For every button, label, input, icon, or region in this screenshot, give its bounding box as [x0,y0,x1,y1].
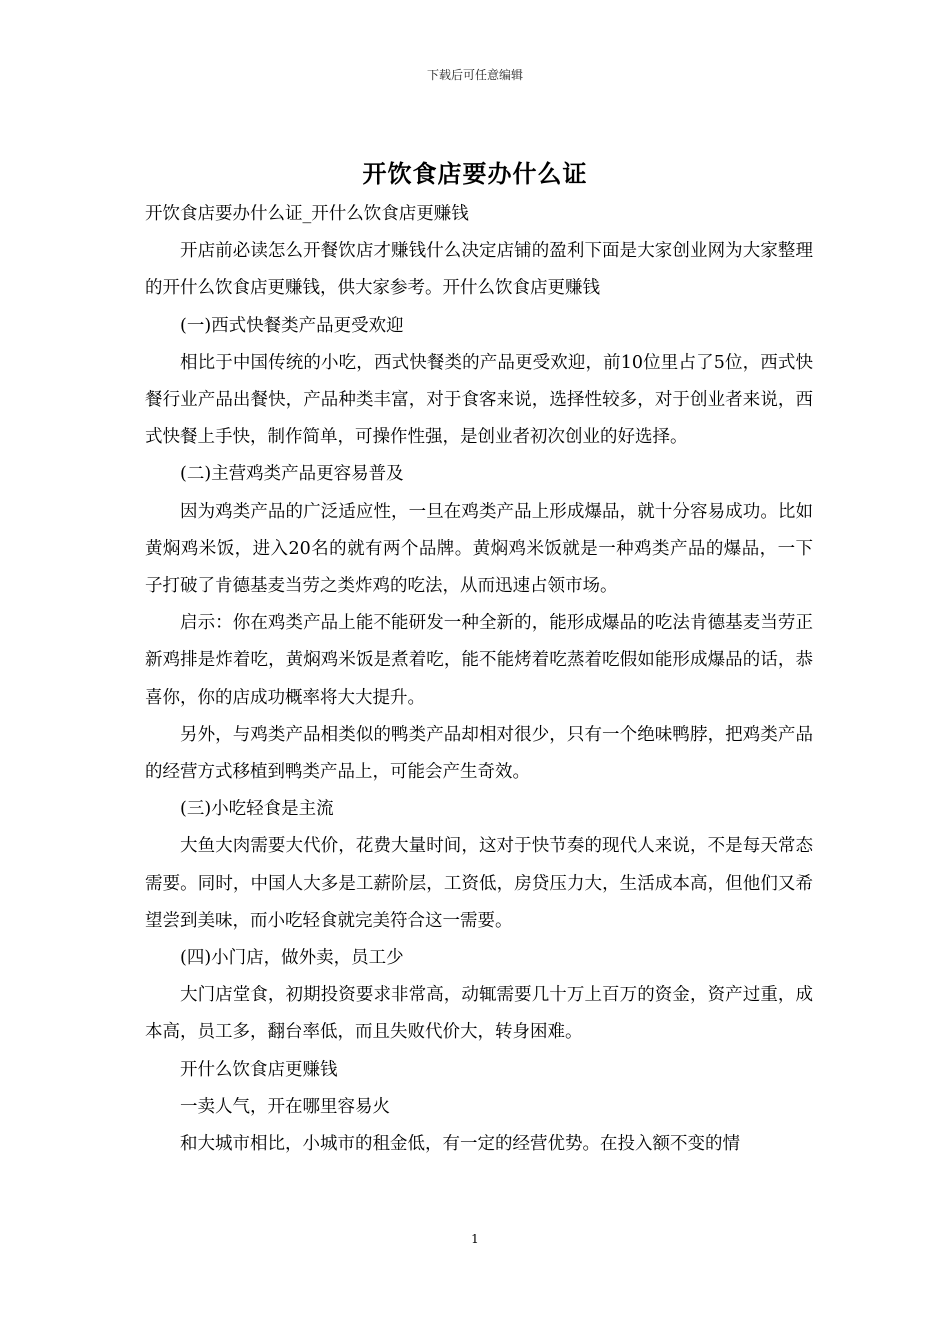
body-paragraph: 一卖人气，开在哪里容易火 [180,1096,390,1117]
document-body [145,196,813,1163]
page-number: 1 [471,1232,479,1246]
document-subtitle: 开饮食店要办什么证_开什么饮食店更赚钱 [145,204,469,224]
body-paragraph: 大门店堂食，初期投资要求非常高，动辄需要几十万上百万的资金，资产过重，成本高，员工多，翻台率低，而且失败代价大，转身困难。 [145,985,813,1043]
body-paragraph: 因为鸡类产品的广泛适应性，一旦在鸡类产品上形成爆品，就十分容易成功。比如黄焖鸡米饭，进入20名的就有两个品牌。黄焖鸡米饭就是一种鸡类产品的爆品，一下子打破了肯德基麦当劳之类炸鸡的吃法，从而迅速占领市场。 [145,501,813,597]
body-paragraph: 开店前必读怎么开餐饮店才赚钱什么决定店铺的盈利下面是大家创业网为大家整理的开什么饮食店更赚钱，供大家参考。开什么饮食店更赚钱 [145,241,813,299]
body-paragraph: (三)小吃轻食是主流 [180,799,334,820]
body-paragraph: (四)小门店，做外卖，员工少 [180,948,404,969]
body-paragraph: 另外，与鸡类产品相类似的鸭类产品却相对很少，只有一个绝味鸭脖，把鸡类产品的经营方式移植到鸭类产品上，可能会产生奇效。 [145,724,813,783]
body-paragraph: 启示：你在鸡类产品上能不能研发一种全新的，能形成爆品的吃法肯德基麦当劳正新鸡排是炸着吃，黄焖鸡米饭是煮着吃，能不能烤着吃蒸着吃假如能形成爆品的话，恭喜你，你的店成功概率将大大提升。 [145,613,813,708]
document-title: 开饮食店要办什么证 [362,159,588,188]
body-paragraph: (一)西式快餐类产品更受欢迎 [180,315,404,336]
body-paragraph: 开什么饮食店更赚钱 [180,1059,338,1080]
body-paragraph: 相比于中国传统的小吃，西式快餐类的产品更受欢迎，前10位里占了5位，西式快餐行业产品出餐快，产品种类丰富，对于食客来说，选择性较多，对于创业者来说，西式快餐上手快，制作简单，可操作性强，是创业者初次创业的好选择。 [145,352,813,448]
body-paragraph: (二)主营鸡类产品更容易普及 [180,464,404,485]
body-paragraph: 大鱼大肉需要大代价，花费大量时间，这对于快节奏的现代人来说，不是每天常态需要。同时，中国人大多是工薪阶层，工资低，房贷压力大，生活成本高，但他们又希望尝到美味，而小吃轻食就完美符合这一需要。 [145,836,813,931]
header-note: 下载后可任意编辑 [426,68,523,82]
body-paragraph: 和大城市相比，小城市的租金低，有一定的经营优势。在投入额不变的情 [180,1134,740,1155]
